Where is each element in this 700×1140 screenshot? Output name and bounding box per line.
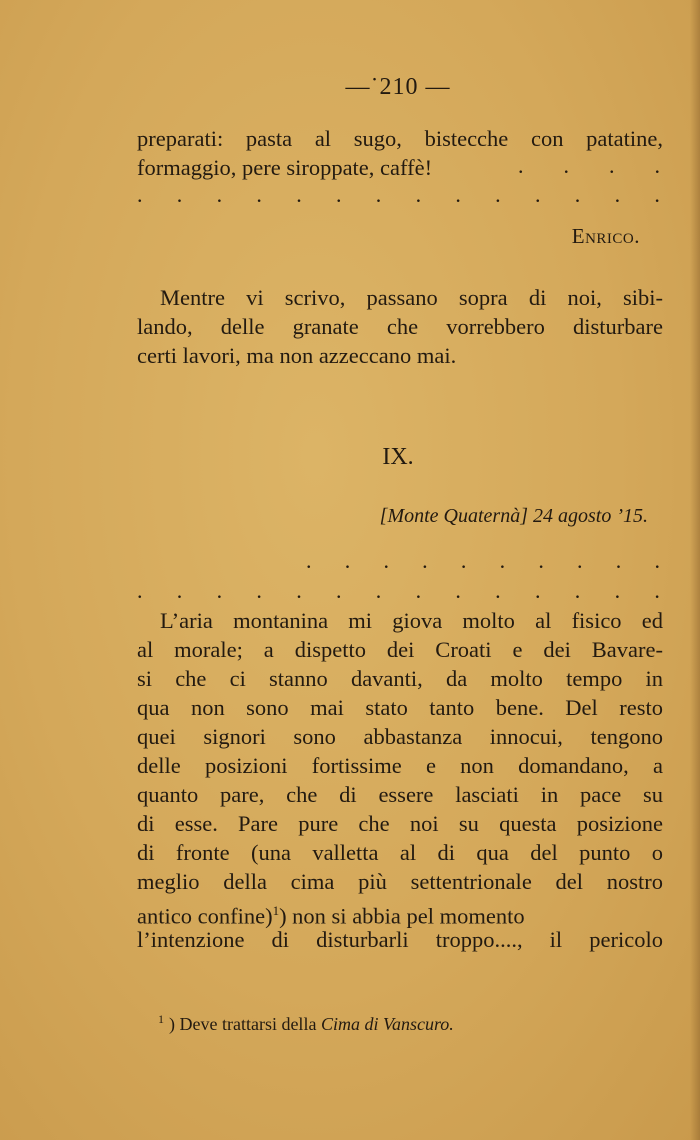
body-line-2: al morale; a dispetto dei Croati e dei Bavare-: [137, 637, 663, 662]
dateline-date: 24 agosto ’15.: [533, 505, 648, 527]
body-line-8: di esse. Pare pure che noi su questa posizione: [137, 811, 663, 836]
body-line-11-text-b: ) non si abbia pel momento: [279, 903, 525, 929]
footnote: [158, 1012, 454, 1035]
closing-paragraph-line-3: certi lavori, ma non azzeccano mai.: [137, 343, 457, 368]
body-line-1: L’aria montanina mi giova molto al fisico ed: [160, 608, 663, 633]
ellipsis-dots-row-short: . . . . . . . . . .: [306, 548, 660, 573]
ellipsis-dots-row: . . . . . . . . . . . . . .: [137, 182, 660, 207]
closing-paragraph-line-2: lando, delle granate che vorrebbero disturbare: [137, 314, 663, 339]
body-line-11-text-a: antico confine): [137, 903, 273, 929]
body-line-7: quanto pare, che di essere lasciati in pace su: [137, 782, 663, 807]
footnote-mark: 1: [158, 1012, 164, 1026]
top-paragraph-line-1: preparati: pasta al sugo, bistecche con patatine,: [137, 126, 663, 151]
body-line-6: delle posizioni fortissime e non domandano, a: [137, 753, 663, 778]
body-line-9: di fronte (una valletta al di qua del punto o: [137, 840, 663, 865]
dateline-place: Monte Quaternà: [387, 505, 521, 527]
section-number: IX.: [382, 444, 414, 470]
footnote-italic-text: Cima di Vanscuro.: [320, 1014, 454, 1034]
body-line-4: qua non sono mai stato tanto bene. Del resto: [137, 695, 663, 720]
signature: Enrico.: [571, 224, 640, 248]
body-line-10: meglio della cima più settentrionale del nostro: [137, 869, 663, 894]
dateline: [Monte Quaternà] 24 agosto ’15.: [379, 505, 648, 527]
body-line-12: l’intenzione di disturbarli troppo...., il pericolo: [137, 927, 663, 952]
footnote-reference: 1: [272, 903, 280, 918]
page-number: —˙210 —: [345, 74, 451, 100]
closing-paragraph-line-1: Mentre vi scrivo, passano sopra di noi, sibi-: [160, 285, 663, 310]
page-edge-shadow: [690, 0, 700, 1140]
ellipsis-dots-line-2: . . . .: [518, 153, 660, 178]
body-line-5: quei signori sono abbastanza innocui, tengono: [137, 724, 663, 749]
top-paragraph-line-2-text: formaggio, pere siroppate, caffè!: [137, 155, 433, 180]
body-line-3: si che ci stanno davanti, da molto tempo in: [137, 666, 663, 691]
ellipsis-dots-row-long: . . . . . . . . . . . . . .: [137, 578, 660, 603]
footnote-text: ) Deve trattarsi della: [169, 1014, 321, 1034]
